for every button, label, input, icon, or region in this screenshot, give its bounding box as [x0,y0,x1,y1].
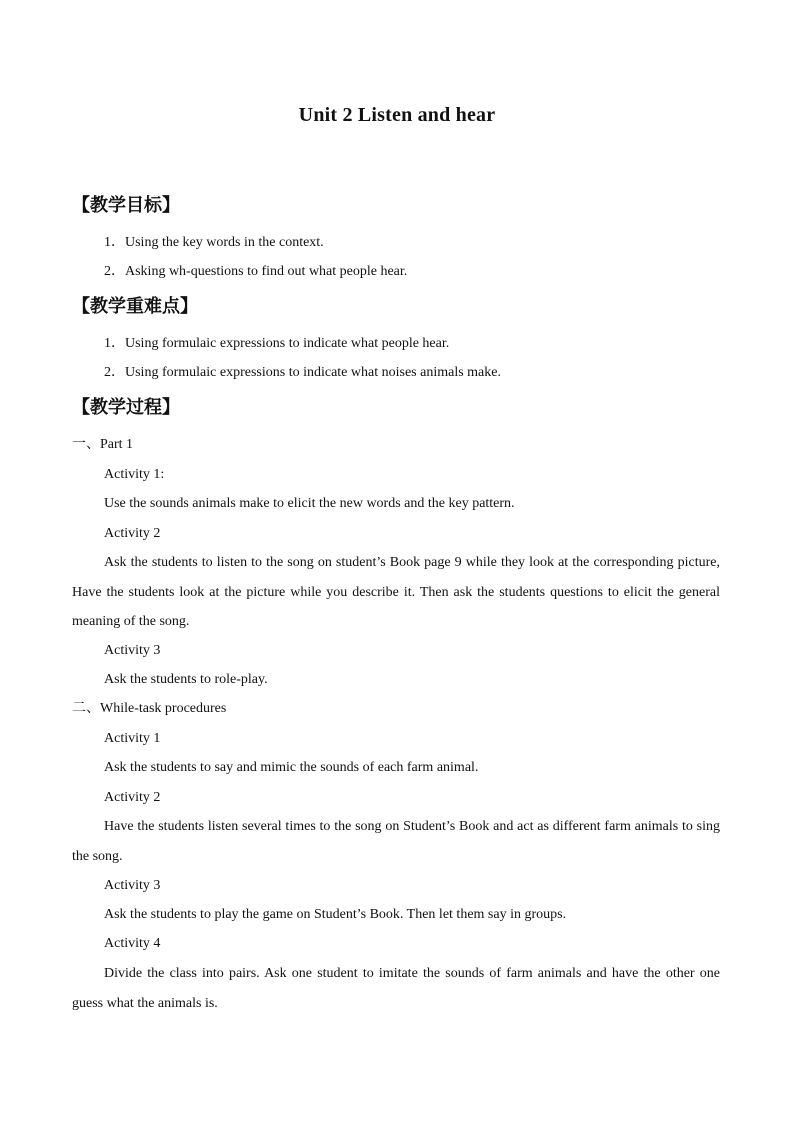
goal-item-1: 1．Using the key words in the context. [104,235,324,250]
part1-label: 一、Part 1 [72,437,134,452]
part1-activity1-text: Use the sounds animals make to elicit the new words and the key pattern. [104,496,515,511]
part1-activity2-text: Ask the students to listen to the song on student’s Book page 9 while they look at the corresponding picture, Have the students look at the picture while you describe it. Then ask the students questions to elicit the general meaning of the song. [72,555,720,629]
part2-activity1-text: Ask the students to say and mimic the sounds of each farm animal. [104,760,479,775]
part2-label: 二、While-task procedures [72,701,227,716]
part2-activity2-label: Activity 2 [104,790,161,805]
page-title: Unit 2 Listen and hear [298,104,496,126]
section-heading-teaching-goals: 【教学目标】 [72,195,180,216]
part2-activity2-text: Have the students listen several times to the song on Student’s Book and act as different farm animals to sing the song. [72,819,720,864]
goal-item-2: 2．Asking wh-questions to find out what people hear. [104,264,408,279]
part1-activity1-label: Activity 1: [104,467,165,482]
part2-activity1-label: Activity 1 [104,731,161,746]
part2-activity3-text: Ask the students to play the game on Student’s Book. Then let them say in groups. [104,907,567,922]
part2-activity3-label: Activity 3 [104,878,161,893]
section-heading-key-points: 【教学重难点】 [72,296,198,317]
part1-activity3-label: Activity 3 [104,643,161,658]
part2-activity4-text: Divide the class into pairs. Ask one student to imitate the sounds of farm animals and have the other one guess what the animals is. [72,966,720,1011]
part1-activity3-text: Ask the students to role-play. [104,672,268,687]
part2-activity4-label: Activity 4 [104,936,161,951]
key-point-item-2: 2．Using formulaic expressions to indicate what noises animals make. [104,365,501,380]
section-heading-process: 【教学过程】 [72,397,180,418]
part1-activity2-label: Activity 2 [104,526,161,541]
key-point-item-1: 1．Using formulaic expressions to indicate what people hear. [104,336,450,351]
